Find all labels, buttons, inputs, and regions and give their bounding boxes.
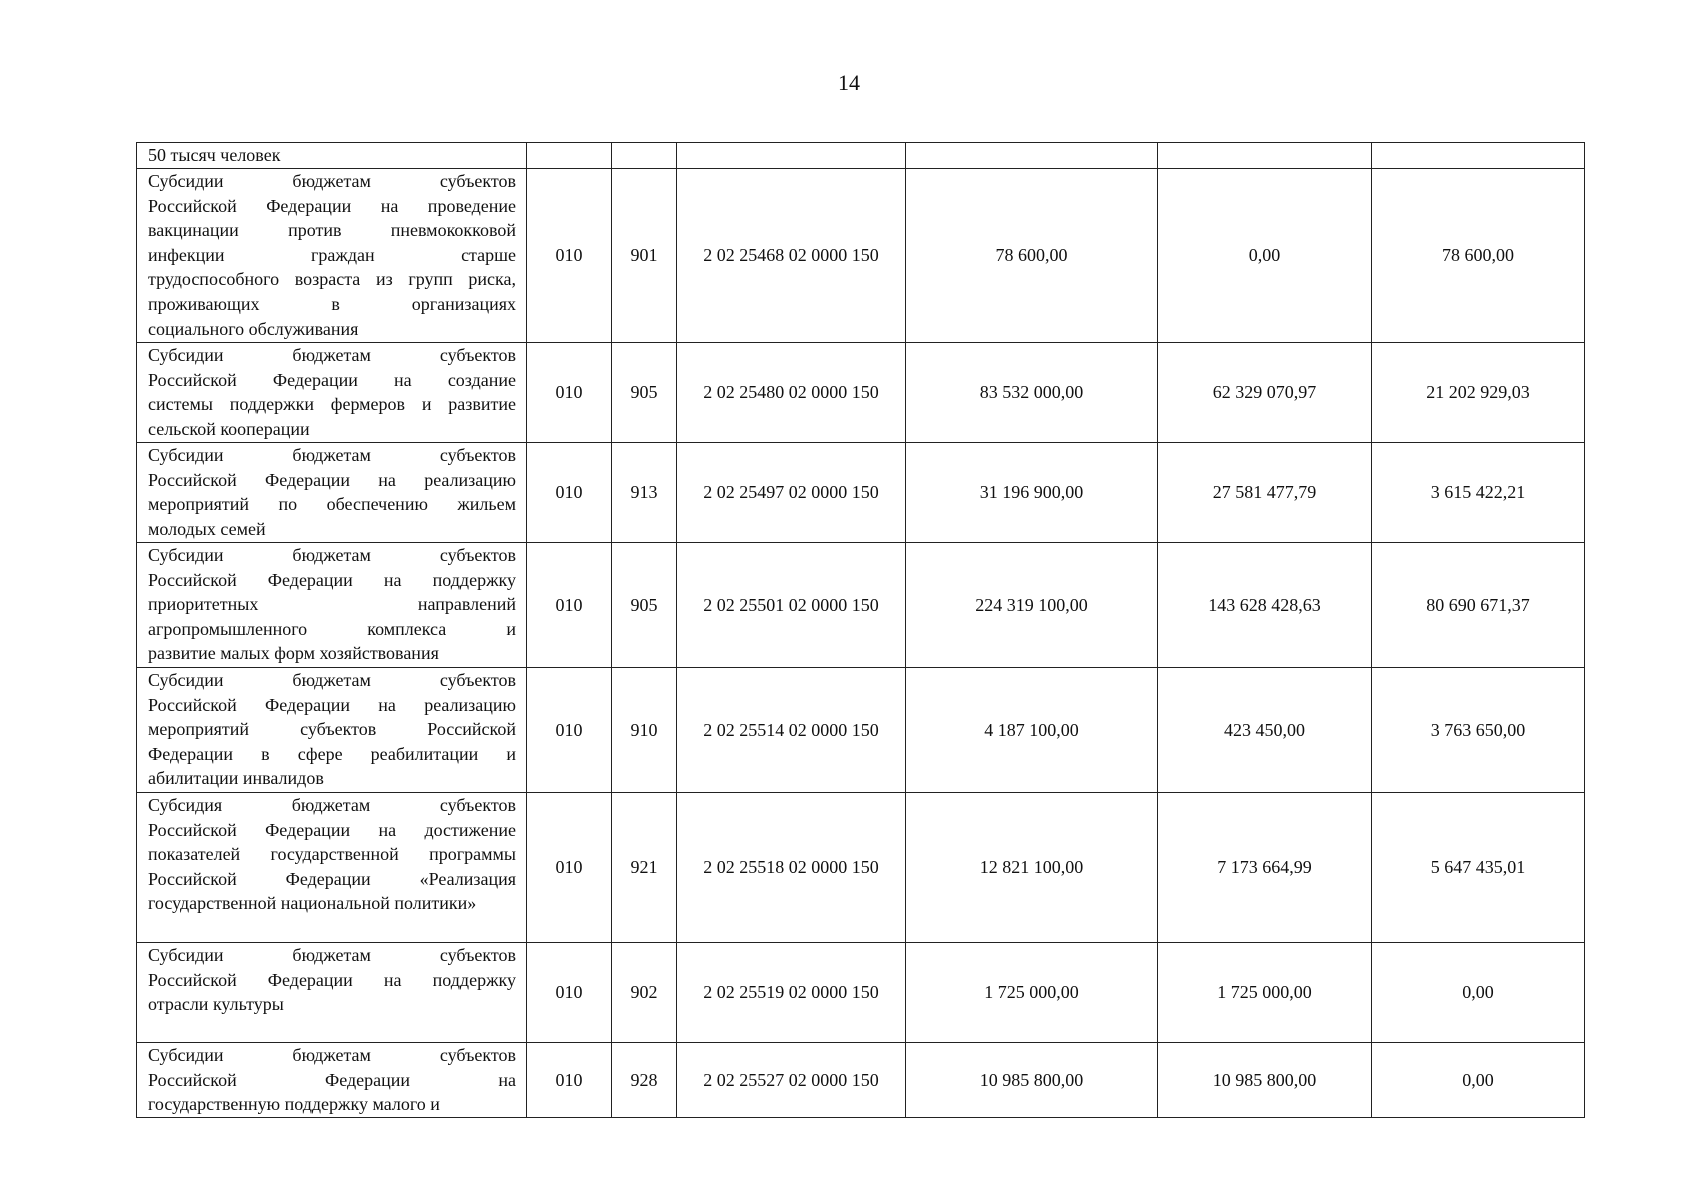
grbs-code-cell (612, 143, 677, 169)
executed-amount-cell: 62 329 070,97 (1158, 343, 1372, 443)
row-description (137, 668, 527, 793)
description-line: Субсидии бюджетам субъектов (148, 670, 516, 690)
table-body (137, 143, 1585, 1118)
kbk-code-cell: 2 02 25518 02 0000 150 (677, 793, 906, 943)
admin-code-cell: 010 (527, 443, 612, 543)
grbs-code-cell: 905 (612, 543, 677, 668)
admin-code-cell: 010 (527, 1043, 612, 1118)
description-line: трудоспособного возраста из групп риска, (148, 269, 516, 290)
plan-amount-cell: 78 600,00 (906, 169, 1158, 343)
table-row (137, 143, 1585, 169)
table-row (137, 1043, 1585, 1118)
plan-amount-cell: 10 985 800,00 (906, 1043, 1158, 1118)
row-description (137, 443, 527, 543)
description-line: социального обслуживания (148, 318, 359, 339)
description-line: сельской кооперации (148, 418, 310, 439)
executed-amount-cell: 27 581 477,79 (1158, 443, 1372, 543)
table-row (137, 793, 1585, 943)
description-line: показателей государственной программы (148, 844, 516, 865)
row-description (137, 943, 527, 1043)
table-row (137, 668, 1585, 793)
description-line: отрасли культуры (148, 994, 284, 1015)
description-line: Российской Федерации на проведение (148, 195, 516, 216)
description-line: абилитации инвалидов (148, 768, 324, 789)
kbk-code-cell: 2 02 25519 02 0000 150 (677, 943, 906, 1043)
table-row (137, 543, 1585, 668)
grbs-code-cell: 928 (612, 1043, 677, 1118)
description-line: агропромышленного комплекса и (148, 618, 516, 639)
description-line: Субсидии бюджетам субъектов (148, 345, 516, 365)
plan-amount-cell (906, 143, 1158, 169)
plan-amount-cell: 31 196 900,00 (906, 443, 1158, 543)
executed-amount-cell (1158, 143, 1372, 169)
row-description (137, 1043, 527, 1118)
remaining-amount-cell: 3 615 422,21 (1372, 443, 1585, 543)
description-line: Субсидия бюджетам субъектов (148, 795, 516, 815)
remaining-amount-cell: 78 600,00 (1372, 169, 1585, 343)
remaining-amount-cell (1372, 143, 1585, 169)
grbs-code-cell: 902 (612, 943, 677, 1043)
description-line: инфекции граждан старше (148, 244, 516, 265)
executed-amount-cell: 7 173 664,99 (1158, 793, 1372, 943)
description-line: Российской Федерации на реализацию (148, 694, 516, 715)
kbk-code-cell: 2 02 25480 02 0000 150 (677, 343, 906, 443)
description-line: Российской Федерации «Реализация (148, 868, 516, 889)
remaining-amount-cell: 3 763 650,00 (1372, 668, 1585, 793)
description-line: Субсидии бюджетам субъектов (148, 171, 516, 191)
remaining-amount-cell: 0,00 (1372, 1043, 1585, 1118)
admin-code-cell (527, 143, 612, 169)
executed-amount-cell: 1 725 000,00 (1158, 943, 1372, 1043)
admin-code-cell: 010 (527, 943, 612, 1043)
table-row (137, 343, 1585, 443)
remaining-amount-cell: 5 647 435,01 (1372, 793, 1585, 943)
remaining-amount-cell: 80 690 671,37 (1372, 543, 1585, 668)
row-description (137, 793, 527, 943)
row-description (137, 343, 527, 443)
description-line: молодых семей (148, 518, 266, 539)
admin-code-cell: 010 (527, 793, 612, 943)
grbs-code-cell: 913 (612, 443, 677, 543)
plan-amount-cell: 224 319 100,00 (906, 543, 1158, 668)
remaining-amount-cell: 0,00 (1372, 943, 1585, 1043)
table-row (137, 169, 1585, 343)
row-description (137, 543, 527, 668)
table-row (137, 443, 1585, 543)
description-line: мероприятий субъектов Российской (148, 719, 516, 740)
description-line: 50 тысяч человек (148, 145, 281, 165)
grbs-code-cell: 921 (612, 793, 677, 943)
plan-amount-cell: 83 532 000,00 (906, 343, 1158, 443)
description-line: мероприятий по обеспечению жильем (148, 494, 516, 515)
description-line: Российской Федерации на поддержку (148, 969, 516, 990)
kbk-code-cell (677, 143, 906, 169)
plan-amount-cell: 4 187 100,00 (906, 668, 1158, 793)
admin-code-cell: 010 (527, 543, 612, 668)
description-line: Российской Федерации на реализацию (148, 469, 516, 490)
description-line: Российской Федерации на поддержку (148, 569, 516, 590)
plan-amount-cell: 12 821 100,00 (906, 793, 1158, 943)
executed-amount-cell: 423 450,00 (1158, 668, 1372, 793)
kbk-code-cell: 2 02 25468 02 0000 150 (677, 169, 906, 343)
description-line: Российской Федерации на создание (148, 369, 516, 390)
description-line: проживающих в организациях (148, 293, 516, 314)
description-line: развитие малых форм хозяйствования (148, 643, 439, 664)
description-line: государственной национальной политики» (148, 893, 477, 914)
description-line: Субсидии бюджетам субъектов (148, 445, 516, 465)
plan-amount-cell: 1 725 000,00 (906, 943, 1158, 1043)
description-line: государственную поддержку малого и (148, 1094, 440, 1115)
kbk-code-cell: 2 02 25527 02 0000 150 (677, 1043, 906, 1118)
row-description (137, 169, 527, 343)
description-line: системы поддержки фермеров и развитие (148, 394, 516, 415)
grbs-code-cell: 901 (612, 169, 677, 343)
remaining-amount-cell: 21 202 929,03 (1372, 343, 1585, 443)
table-row (137, 943, 1585, 1043)
description-line: Субсидии бюджетам субъектов (148, 545, 516, 565)
description-line: Субсидии бюджетам субъектов (148, 945, 516, 965)
kbk-code-cell: 2 02 25514 02 0000 150 (677, 668, 906, 793)
executed-amount-cell: 10 985 800,00 (1158, 1043, 1372, 1118)
executed-amount-cell: 143 628 428,63 (1158, 543, 1372, 668)
description-line: приоритетных направлений (148, 594, 516, 615)
row-description (137, 143, 527, 169)
admin-code-cell: 010 (527, 169, 612, 343)
admin-code-cell: 010 (527, 343, 612, 443)
kbk-code-cell: 2 02 25501 02 0000 150 (677, 543, 906, 668)
budget-table (136, 142, 1585, 1118)
description-line: Федерации в сфере реабилитации и (148, 743, 516, 764)
grbs-code-cell: 910 (612, 668, 677, 793)
executed-amount-cell: 0,00 (1158, 169, 1372, 343)
description-line: Субсидии бюджетам субъектов (148, 1045, 516, 1065)
page-number: 14 (838, 70, 860, 95)
kbk-code-cell: 2 02 25497 02 0000 150 (677, 443, 906, 543)
description-line: Российской Федерации на (148, 1069, 516, 1090)
admin-code-cell: 010 (527, 668, 612, 793)
description-line: Российской Федерации на достижение (148, 819, 516, 840)
description-line: вакцинации против пневмококковой (148, 220, 516, 241)
grbs-code-cell: 905 (612, 343, 677, 443)
